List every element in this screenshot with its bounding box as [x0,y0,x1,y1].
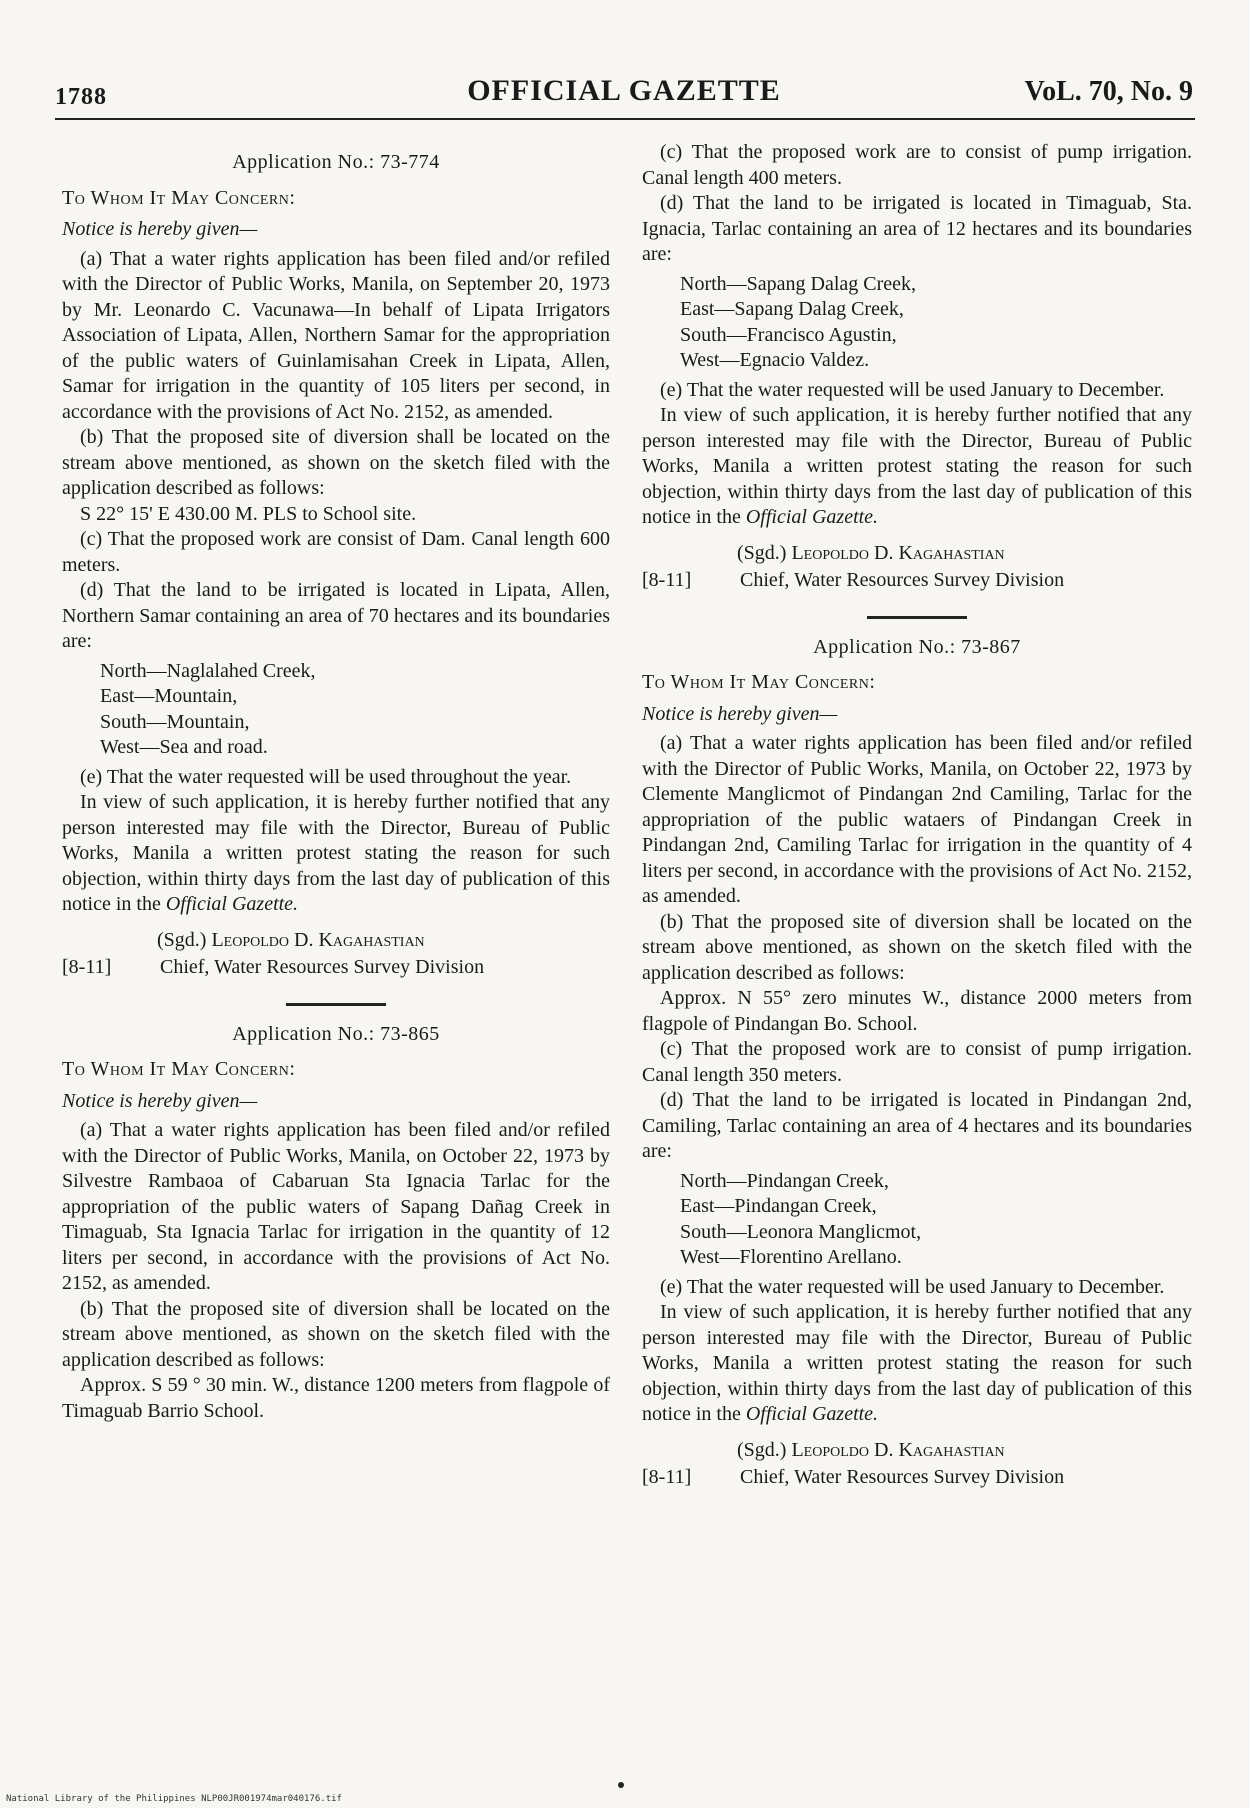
boundary-east: East—Sapang Dalag Creek, [680,298,904,320]
boundary-north: North—Sapang Dalag Creek, [680,272,917,295]
left-column [62,140,610,1424]
protest-paragraph: In view of such application, it is hereby further notified that any person interested may file with the Director, Bureau of Public Works, Manila a written protest stating the reason for such objection, within thirty days from the last day of publication of this notice in the Official Gazette. [642,1301,1192,1425]
clause-e: (e) That the water requested will be used throughout the year. [80,765,572,788]
application-title: Application No.: 73-774 [232,151,440,173]
diversion-site: S 22° 15' E 430.00 M. PLS to School site. [80,502,417,525]
signature-line: (Sgd.) Leopoldo D. Kagahastian [737,541,1005,564]
boundary-south: South—Leonora Manglicmot, [680,1220,922,1243]
clause-c: (c) That the proposed work are to consist of pump irrigation. Canal length 400 meters. [642,141,1192,189]
signature-line: (Sgd.) Leopoldo D. Kagahastian [737,1438,1005,1461]
clause-a: (a) That a water rights application has been filed and/or refiled with the Director of Public Works, Manila, on September 20, 1973 by Mr. Leonardo C. Vacunawa—In behalf of Lipata Irrigators Association of Lipata, Allen, Northern Samar for the appropriation of the public waters of Guinlamisahan Creek in Lipata, Allen, Samar for irrigation in the quantity of 105 liters per second, in accordance with the provisions of Act No. 2152, as amended. [62,247,610,423]
clause-e: (e) That the water requested will be used January to December. [660,378,1165,401]
issue-row [642,1465,1192,1491]
signatory-position: Chief, Water Resources Survey Division [740,1466,1065,1488]
boundary-north: North—Naglalahed Creek, [100,659,316,682]
page-header [55,70,1193,114]
notice-line: Notice is hereby given— [642,702,838,725]
protest-paragraph: In view of such application, it is hereby further notified that any person interested may file with the Director, Bureau of Public Works, Manila a written protest stating the reason for such objection, within thirty days from the last day of publication of this notice in the Official Gazette. [642,404,1192,528]
section-divider [286,1003,386,1006]
clause-b: (b) That the proposed site of diversion shall be located on the stream above mentioned, as shown on the sketch filed with the application described as follows: [62,426,610,499]
gazette-reference: Official Gazette. [165,893,299,915]
boundary-east: East—Mountain, [100,685,238,707]
boundaries-list [100,659,610,761]
clause-b: (b) That the proposed site of diversion shall be located on the stream above mentioned, as shown on the sketch filed with the application described as follows: [62,1297,610,1371]
clause-d: (d) That the land to be irrigated is located in Timaguab, Sta. Ignacia, Tarlac containing an area of 12 hectares and its boundaries are: [642,192,1192,265]
page-dot [618,1782,624,1788]
signatory-position: Chief, Water Resources Survey Division [160,956,485,978]
clause-d: (d) That the land to be irrigated is located in Lipata, Allen, Northern Samar containing an area of 70 hectares and its boundaries are: [62,579,610,652]
boundary-south: South—Mountain, [100,710,250,733]
application-title: Application No.: 73-867 [813,635,1021,658]
clause-a: (a) That a water rights application has been filed and/or refiled with the Director of Public Works, Manila, on October 22, 1973 by Clemente Manglicmot of Pindangan 2nd Camiling, Tarlac for the appropriation of the public wataers of Pindangan Creek in Pindangan 2nd, Camiling Tarlac for irrigation in the quantity of 4 liters per second, in accordance with the provisions of Act No. 2152, as amended. [642,732,1192,907]
salutation: To Whom It May Concern: [62,186,296,209]
clause-a: (a) That a water rights application has been filed and/or refiled with the Director of Public Works, Manila, on October 22, 1973 by Silvestre Rambaoa of Cabaruan Sta Ignacia Tarlac for the appropriation of the public waters of Sapang Dañag Creek in Timaguab, Sta Ignacia Tarlac for irrigation in the quantity of 12 liters per second, in accordance with the provisions of Act No. 2152, as amended. [62,1119,610,1294]
right-column [642,140,1192,1491]
diversion-site: Approx. S 59 ° 30 min. W., distance 1200 meters from flagpole of Timaguab Barrio School. [62,1374,610,1422]
clause-e: (e) That the water requested will be used January to December. [660,1275,1165,1298]
section-divider [867,616,967,619]
volume-number: VoL. 70, No. 9 [1024,76,1193,107]
page-number: 1788 [55,84,107,110]
issue-numbers: [8-11] [62,956,112,978]
notice-line: Notice is hereby given— [62,218,258,240]
gazette-title: OFFICIAL GAZETTE [467,74,781,107]
issue-row [62,955,610,981]
clause-c: (c) That the proposed work are consist of Dam. Canal length 600 meters. [62,528,610,576]
gazette-reference: Official Gazette. [745,506,879,528]
signatory-name: Leopoldo D. Kagahastian [211,928,425,951]
header-rule [55,118,1195,120]
application-title: Application No.: 73-865 [232,1022,440,1045]
boundary-west: West—Egnacio Valdez. [680,349,870,371]
notice-line: Notice is hereby given— [62,1089,258,1112]
clause-d: (d) That the land to be irrigated is located in Pindangan 2nd, Camiling, Tarlac containing an area of 4 hectares and its boundaries are: [642,1089,1192,1162]
boundary-east: East—Pindangan Creek, [680,1195,877,1217]
boundary-south: South—Francisco Agustin, [680,323,897,346]
clause-c: (c) That the proposed work are to consist of pump irrigation. Canal length 350 meters. [642,1038,1192,1086]
gazette-reference: Official Gazette. [745,1403,879,1425]
issue-numbers: [8-11] [642,569,692,591]
issue-row [642,568,1192,594]
boundary-west: West—Florentino Arellano. [680,1246,902,1268]
signatory-position: Chief, Water Resources Survey Division [740,569,1065,591]
protest-paragraph: In view of such application, it is hereby further notified that any person interested may file with the Director, Bureau of Public Works, Manila a written protest stating the reason for such objection, within thirty days from the last day of publication of this notice in the Official Gazette. [62,791,610,915]
diversion-site: Approx. N 55° zero minutes W., distance 2000 meters from flagpole of Pindangan Bo. School. [642,987,1192,1035]
issue-numbers: [8-11] [642,1466,692,1488]
boundary-north: North—Pindangan Creek, [680,1169,889,1192]
boundaries-list [680,272,1192,374]
signature-line: (Sgd.) Leopoldo D. Kagahastian [157,928,425,951]
signatory-name: Leopoldo D. Kagahastian [791,1438,1005,1461]
boundary-west: West—Sea and road. [100,736,268,758]
salutation: To Whom It May Concern: [62,1058,296,1080]
boundaries-list [680,1169,1192,1271]
clause-b: (b) That the proposed site of diversion shall be located on the stream above mentioned, as shown on the sketch filed with the application described as follows: [642,910,1192,984]
signatory-name: Leopoldo D. Kagahastian [791,541,1005,564]
salutation: To Whom It May Concern: [642,671,876,693]
scan-source-note: National Library of the Philippines NLP00JR001974mar040176.tif [6,1794,342,1804]
